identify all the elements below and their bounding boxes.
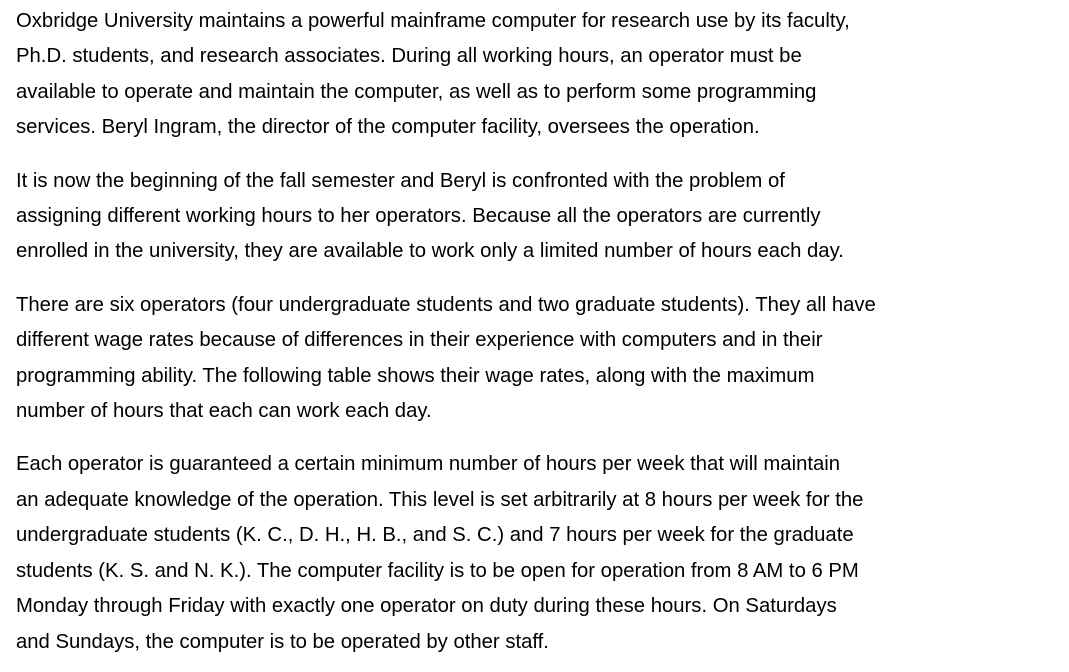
- text-line: Each operator is guaranteed a certain minimum number of hours per week that will maintain: [16, 453, 841, 476]
- paragraph-operators: [16, 288, 1066, 430]
- text-line: programming ability. The following table shows their wage rates, along with the maximum: [16, 364, 815, 387]
- document-body: [16, 4, 1066, 660]
- text-line: different wage rates because of differences in their experience with computers and in their: [16, 329, 823, 352]
- text-line: There are six operators (four undergraduate students and two graduate students). They all have: [16, 293, 876, 316]
- text-line: enrolled in the university, they are available to work only a limited number of hours each day.: [16, 240, 844, 263]
- paragraph-semester: [16, 164, 1066, 270]
- text-line: services. Beryl Ingram, the director of the computer facility, oversees the operation.: [16, 116, 760, 139]
- text-line: and Sundays, the computer is to be operated by other staff.: [16, 630, 549, 653]
- text-line: Monday through Friday with exactly one operator on duty during these hours. On Saturdays: [16, 595, 837, 618]
- text-line: undergraduate students (K. C., D. H., H. B., and S. C.) and 7 hours per week for the graduate: [16, 524, 854, 547]
- paragraph-minimum-hours: [16, 447, 1066, 659]
- text-line: Oxbridge University maintains a powerful mainframe computer for research use by its faculty,: [16, 10, 850, 32]
- text-line: Ph.D. students, and research associates. During all working hours, an operator must be: [16, 45, 802, 68]
- text-line: an adequate knowledge of the operation. This level is set arbitrarily at 8 hours per week for the: [16, 488, 864, 511]
- text-line: It is now the beginning of the fall semester and Beryl is confronted with the problem of: [16, 169, 785, 192]
- text-line: assigning different working hours to her operators. Because all the operators are currently: [16, 205, 821, 228]
- text-line: number of hours that each can work each day.: [16, 400, 432, 423]
- text-line: students (K. S. and N. K.). The computer facility is to be open for operation from 8 AM to 6 PM: [16, 559, 859, 582]
- text-line: available to operate and maintain the computer, as well as to perform some programming: [16, 80, 817, 103]
- paragraph-intro: [16, 4, 1066, 146]
